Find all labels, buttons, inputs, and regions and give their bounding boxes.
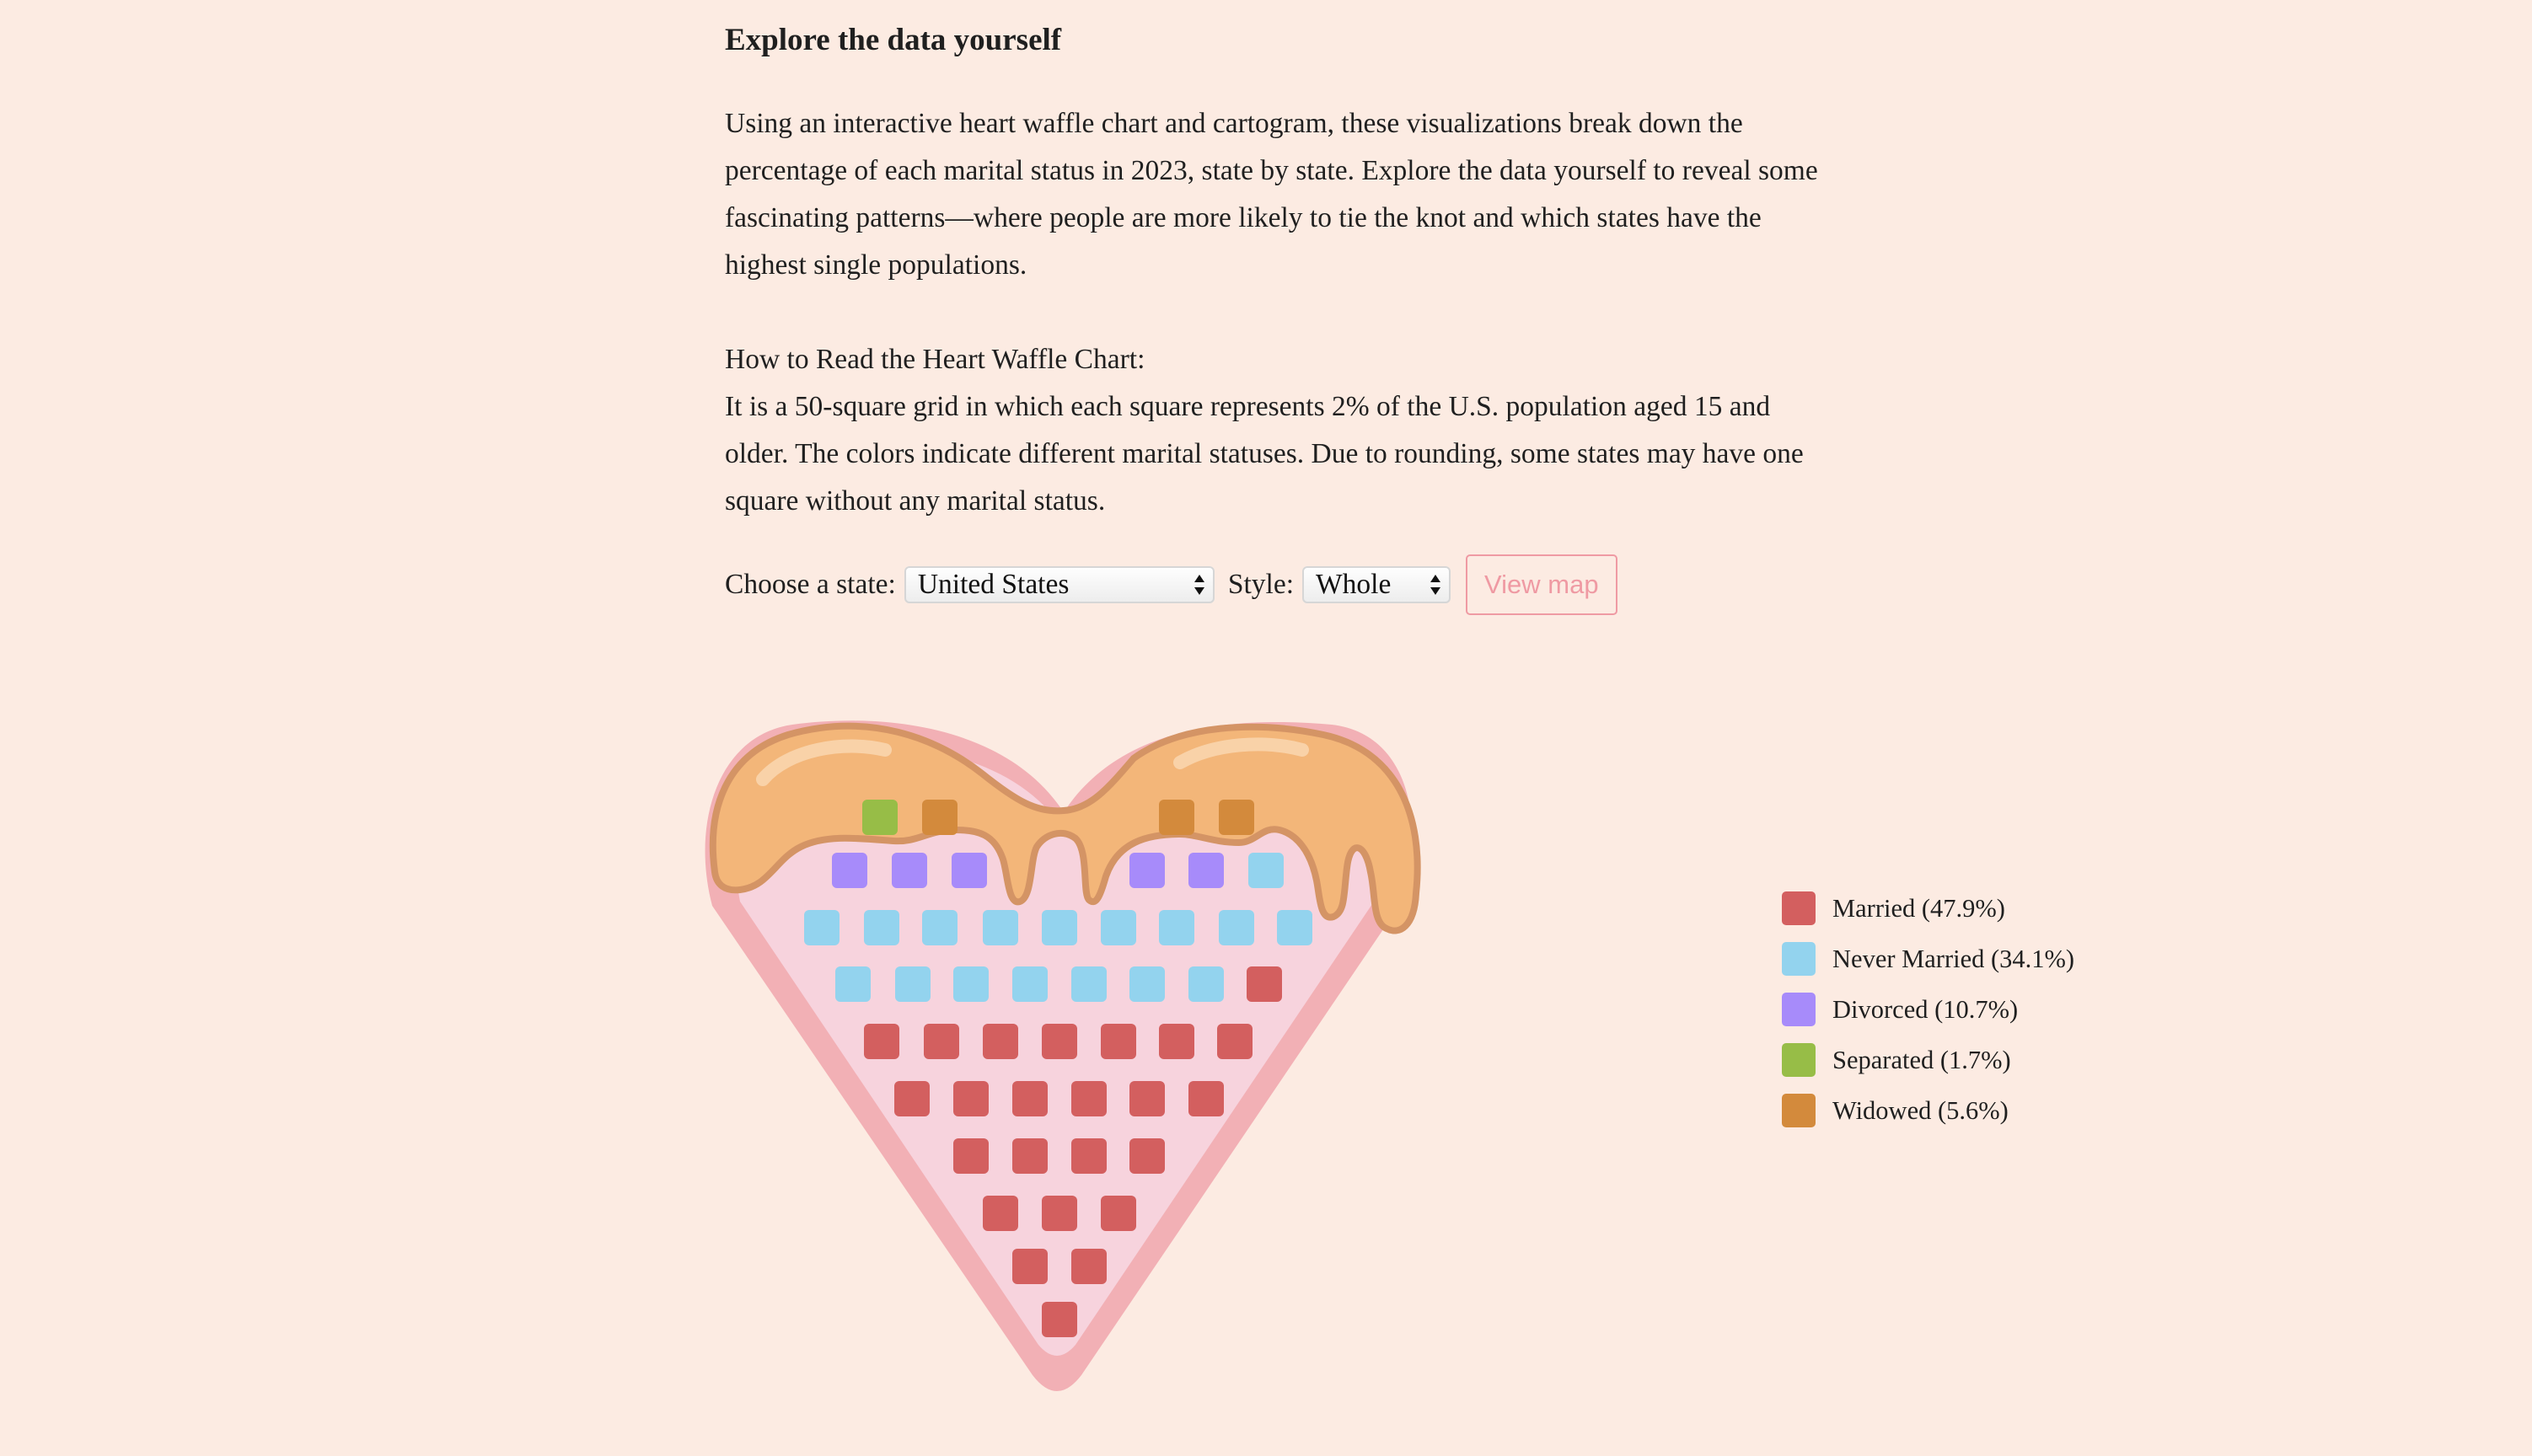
waffle-square-married[interactable] (1101, 1024, 1136, 1059)
how-to-read-block (725, 336, 1821, 525)
waffle-square-never-married[interactable] (953, 966, 989, 1002)
waffle-square-married[interactable] (1012, 1081, 1048, 1116)
legend-item-widowed (1782, 1094, 2009, 1127)
select-arrows-icon (1429, 571, 1442, 598)
legend-swatch (1782, 993, 1816, 1026)
waffle-square-married[interactable] (1071, 1249, 1107, 1284)
how-to-read-body: It is a 50-square grid in which each square represents 2% of the U.S. population aged 15 and older. The colors indicate different marital statuses. Due to rounding, some states may have one square without any marital status. (725, 391, 1804, 517)
waffle-square-divorced[interactable] (1188, 853, 1224, 888)
legend-swatch (1782, 1094, 1816, 1127)
waffle-square-never-married[interactable] (1101, 910, 1136, 945)
legend-label: Never Married (34.1%) (1832, 944, 2075, 973)
chart-controls (725, 554, 1617, 615)
waffle-square-never-married[interactable] (804, 910, 840, 945)
waffle-square-married[interactable] (1129, 1081, 1165, 1116)
waffle-square-married[interactable] (1012, 1138, 1048, 1174)
legend-swatch (1782, 891, 1816, 925)
waffle-square-married[interactable] (1042, 1024, 1077, 1059)
waffle-square-married[interactable] (1042, 1302, 1077, 1337)
waffle-square-married[interactable] (1012, 1249, 1048, 1284)
waffle-square-married[interactable] (1159, 1024, 1194, 1059)
waffle-square-divorced[interactable] (952, 853, 987, 888)
legend-label: Widowed (5.6%) (1832, 1095, 2009, 1125)
view-map-button[interactable]: View map (1466, 554, 1617, 615)
waffle-square-separated[interactable] (862, 800, 898, 835)
waffle-square-never-married[interactable] (1248, 853, 1284, 888)
waffle-square-married[interactable] (1071, 1081, 1107, 1116)
legend-item-never-married (1782, 942, 2074, 976)
intro-paragraph: Using an interactive heart waffle chart and cartogram, these visualizations break down the percentage of each marital status in 2023, state by state. Explore the data yourself to reveal some fascinating patterns—where people are more likely to tie the knot and which states have the highest single populations. (725, 108, 1818, 281)
waffle-square-married[interactable] (1101, 1196, 1136, 1231)
waffle-square-never-married[interactable] (895, 966, 931, 1002)
waffle-square-married[interactable] (894, 1081, 930, 1116)
waffle-square-married[interactable] (953, 1138, 989, 1174)
style-select[interactable] (1302, 566, 1451, 603)
legend-item-married (1782, 891, 2005, 925)
heart-waffle-chart (691, 716, 1433, 1416)
waffle-square-widowed[interactable] (922, 800, 958, 835)
waffle-square-never-married[interactable] (835, 966, 871, 1002)
waffle-square-married[interactable] (924, 1024, 959, 1059)
legend-item-separated (1782, 1043, 2011, 1077)
legend-swatch (1782, 942, 1816, 976)
legend-label: Divorced (10.7%) (1832, 994, 2019, 1024)
waffle-square-married[interactable] (1247, 966, 1282, 1002)
waffle-square-married[interactable] (953, 1081, 989, 1116)
waffle-square-married[interactable] (983, 1196, 1018, 1231)
legend-label: Married (47.9%) (1832, 893, 2005, 923)
state-select-label: Choose a state: (725, 569, 896, 600)
waffle-square-married[interactable] (864, 1024, 899, 1059)
waffle-square-married[interactable] (1217, 1024, 1253, 1059)
waffle-square-married[interactable] (1129, 1138, 1165, 1174)
waffle-square-never-married[interactable] (1012, 966, 1048, 1002)
waffle-square-divorced[interactable] (832, 853, 867, 888)
waffle-square-never-married[interactable] (1277, 910, 1312, 945)
waffle-square-never-married[interactable] (1129, 966, 1165, 1002)
waffle-square-never-married[interactable] (1188, 966, 1224, 1002)
legend-label: Separated (1.7%) (1832, 1045, 2011, 1074)
waffle-square-married[interactable] (1042, 1196, 1077, 1231)
waffle-square-never-married[interactable] (1219, 910, 1254, 945)
style-select-value: Whole (1316, 569, 1392, 600)
waffle-square-never-married[interactable] (1071, 966, 1107, 1002)
style-select-label: Style: (1227, 569, 1295, 600)
waffle-square-never-married[interactable] (1042, 910, 1077, 945)
waffle-square-never-married[interactable] (983, 910, 1018, 945)
how-to-read-title: How to Read the Heart Waffle Chart: (725, 344, 1145, 375)
waffle-square-divorced[interactable] (1129, 853, 1165, 888)
section-heading: Explore the data yourself (725, 23, 1062, 57)
select-arrows-icon (1193, 571, 1206, 598)
state-select-value: United States (917, 569, 1070, 600)
waffle-square-never-married[interactable] (1159, 910, 1194, 945)
waffle-square-married[interactable] (1188, 1081, 1224, 1116)
waffle-square-married[interactable] (983, 1024, 1018, 1059)
legend-item-divorced (1782, 993, 2018, 1026)
waffle-square-never-married[interactable] (922, 910, 958, 945)
waffle-square-widowed[interactable] (1219, 800, 1254, 835)
state-select[interactable] (904, 566, 1215, 603)
waffle-square-married[interactable] (1071, 1138, 1107, 1174)
waffle-square-never-married[interactable] (864, 910, 899, 945)
waffle-square-divorced[interactable] (892, 853, 927, 888)
waffle-square-widowed[interactable] (1159, 800, 1194, 835)
legend-swatch (1782, 1043, 1816, 1077)
